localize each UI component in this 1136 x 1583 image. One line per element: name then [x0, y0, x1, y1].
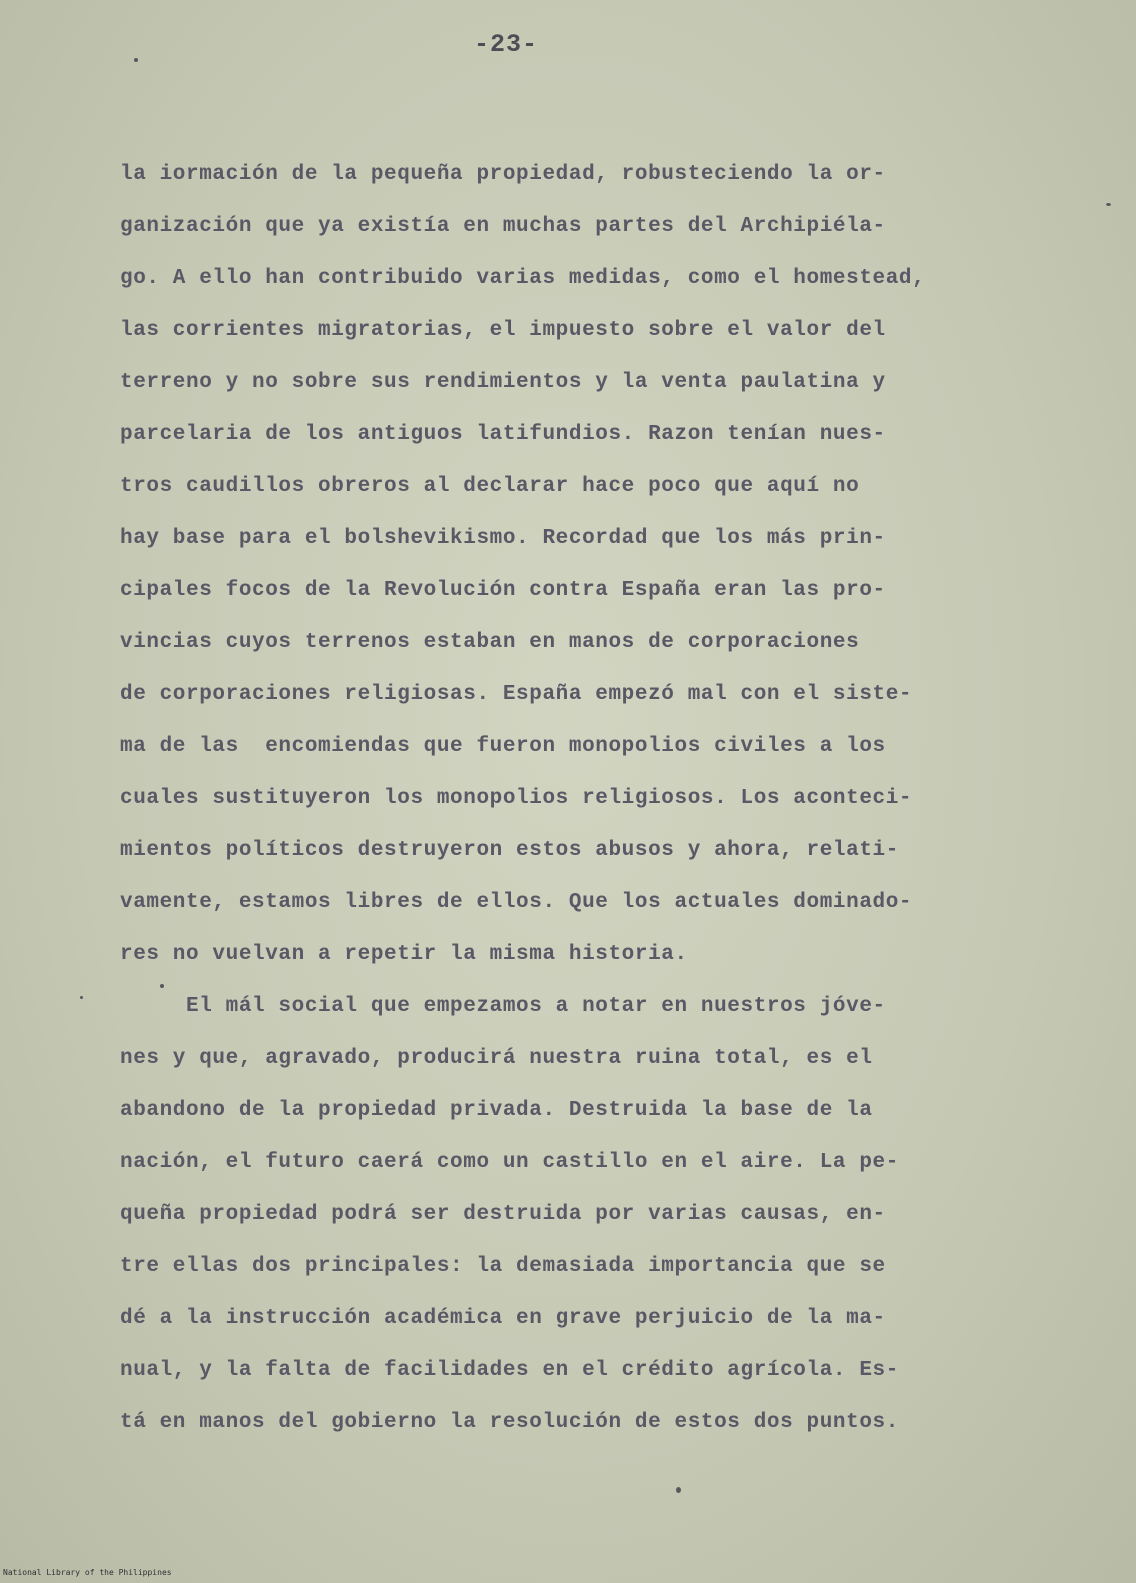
text-line: nación, el futuro caerá como un castillo en el aire. La pe-	[120, 1151, 899, 1174]
paper-speck	[676, 1487, 681, 1493]
text-line: nual, y la falta de facilidades en el crédito agrícola. Es-	[120, 1359, 899, 1382]
text-line: tá en manos del gobierno la resolución de estos dos puntos.	[120, 1411, 899, 1434]
text-line: terreno y no sobre sus rendimientos y la venta paulatina y	[120, 371, 886, 394]
text-line: parcelaria de los antiguos latifundios. Razon tenían nues-	[120, 423, 886, 446]
text-line: tre ellas dos principales: la demasiada importancia que se	[120, 1255, 886, 1278]
text-line: dé a la instrucción académica en grave perjuicio de la ma-	[120, 1307, 886, 1330]
text-line: cipales focos de la Revolución contra España eran las pro-	[120, 579, 886, 602]
text-line: res no vuelvan a repetir la misma historia.	[120, 943, 688, 966]
body-text	[120, 155, 1090, 1455]
text-line: El mál social que empezamos a notar en nuestros jóve-	[120, 995, 886, 1018]
text-line: ganización que ya existía en muchas partes del Archipiéla-	[120, 215, 886, 238]
text-line: nes y que, agravado, producirá nuestra ruina total, es el	[120, 1047, 873, 1070]
text-line: cuales sustituyeron los monopolios religiosos. Los aconteci-	[120, 787, 913, 810]
text-line: las corrientes migratorias, el impuesto sobre el valor del	[120, 319, 886, 342]
paper-speck	[134, 58, 138, 62]
text-line: de corporaciones religiosas. España empezó mal con el siste-	[120, 683, 913, 706]
paper-speck	[160, 984, 164, 988]
text-line: hay base para el bolshevikismo. Recordad que los más prin-	[120, 527, 886, 550]
paper-speck	[1106, 203, 1111, 206]
library-watermark: National Library of the Philippines	[3, 1568, 172, 1577]
text-line: abandono de la propiedad privada. Destruida la base de la	[120, 1099, 873, 1122]
text-line: go. A ello han contribuido varias medidas, como el homestead,	[120, 267, 926, 290]
text-line: ma de las encomiendas que fueron monopolios civiles a los	[120, 735, 886, 758]
text-line: mientos políticos destruyeron estos abusos y ahora, relati-	[120, 839, 899, 862]
text-line: vamente, estamos libres de ellos. Que los actuales dominado-	[120, 891, 913, 914]
text-line: queña propiedad podrá ser destruida por varias causas, en-	[120, 1203, 886, 1226]
paper-speck	[80, 996, 83, 999]
text-line: tros caudillos obreros al declarar hace poco que aquí no	[120, 475, 860, 498]
text-line: vincias cuyos terrenos estaban en manos de corporaciones	[120, 631, 860, 654]
text-line: la iormación de la pequeña propiedad, robusteciendo la or-	[120, 163, 886, 186]
page-number: -23-	[473, 30, 538, 59]
